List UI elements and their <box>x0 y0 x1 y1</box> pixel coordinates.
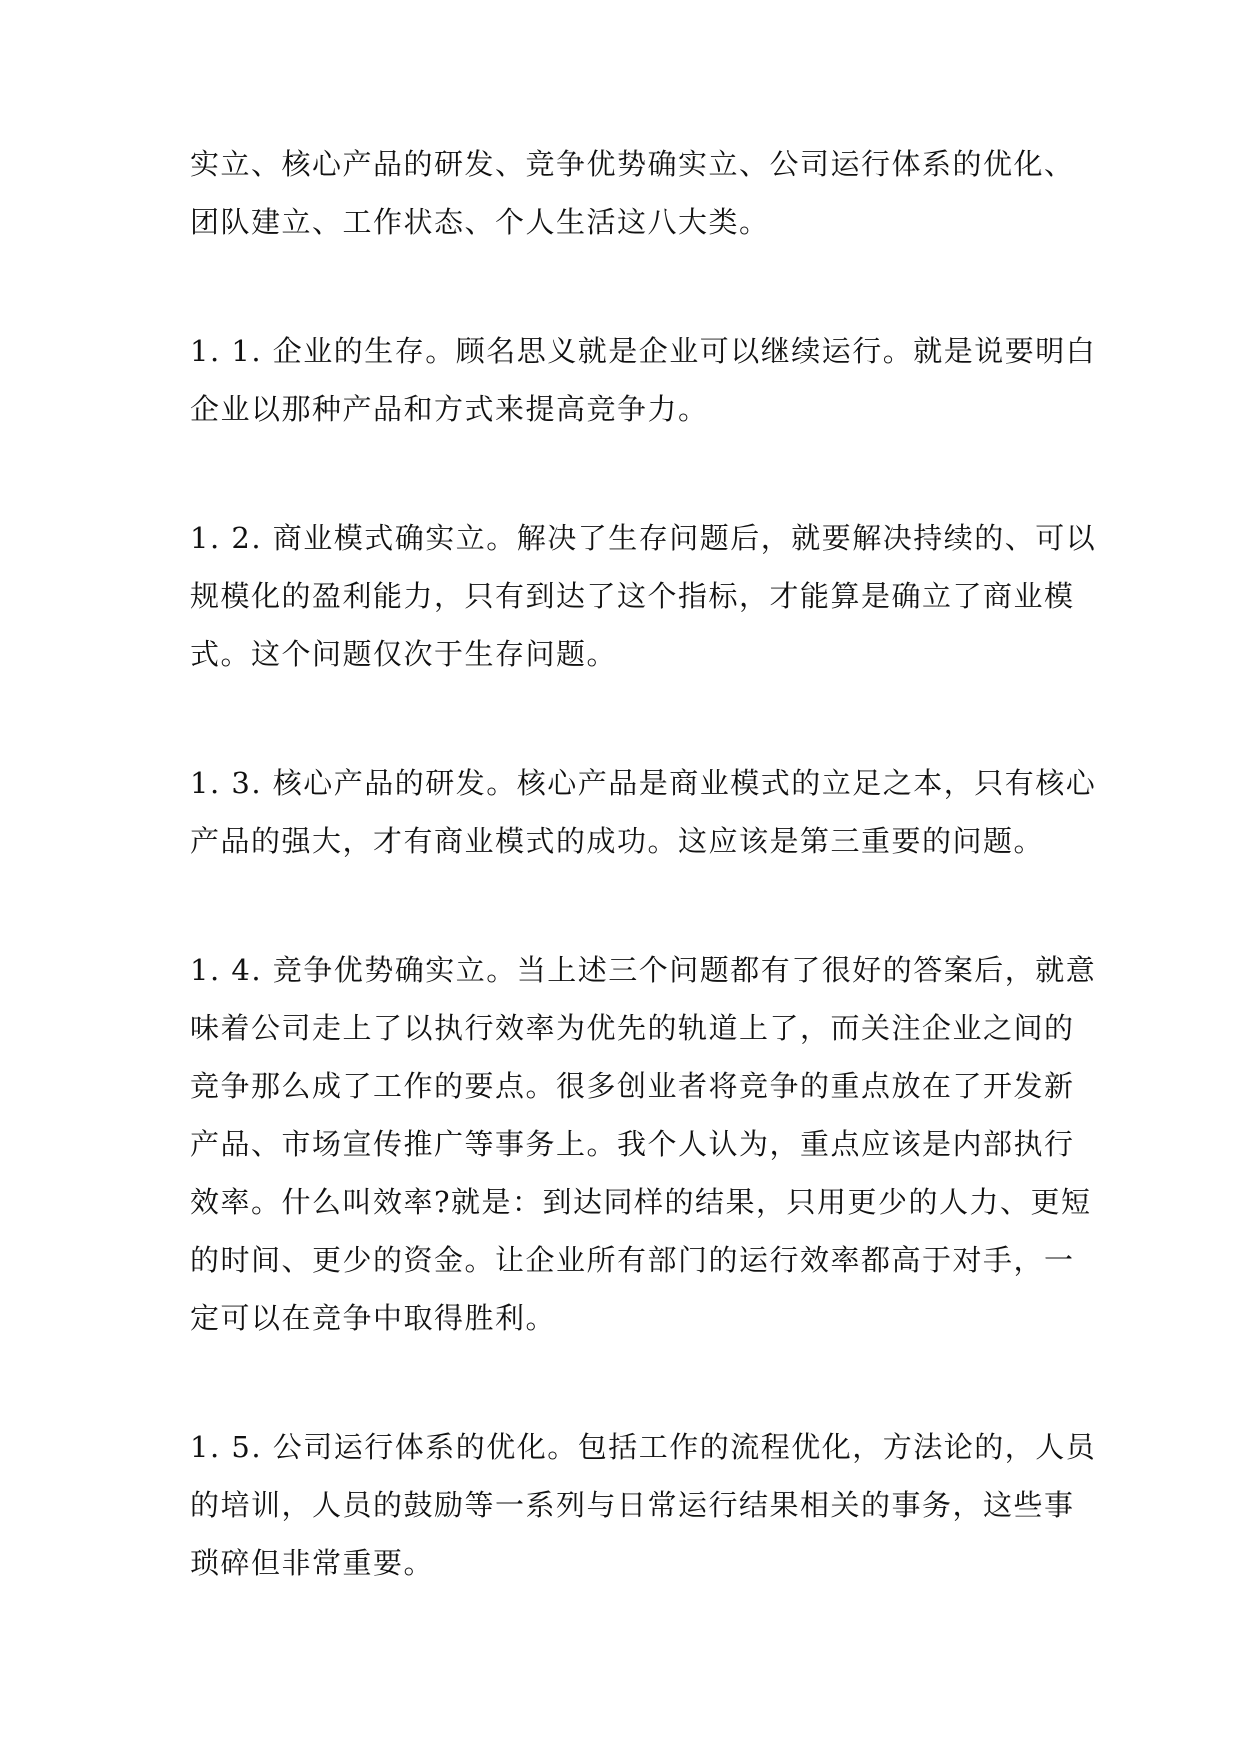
text-line: 的培训，人员的鼓励等一系列与日常运行结果相关的事务，这些事 <box>190 1488 1075 1522</box>
paragraph-intro <box>190 135 1075 251</box>
text-line: 产品、市场宣传推广等事务上。我个人认为，重点应该是内部执行 <box>190 1127 1075 1161</box>
paragraph-1-5 <box>190 1418 1097 1592</box>
text-line: 式。这个问题仅次于生存问题。 <box>190 637 618 671</box>
paragraph-gap <box>190 438 1060 509</box>
paragraph-1-4 <box>190 941 1097 1347</box>
text-line: 1. 2. 商业模式确实立。解决了生存问题后，就要解决持续的、可以 <box>190 521 1097 555</box>
text-line: 团队建立、工作状态、个人生活这八大类。 <box>190 205 770 239</box>
text-line: 效率。什么叫效率?就是：到达同样的结果，只用更少的人力、更短 <box>190 1185 1092 1219</box>
paragraph-1-2 <box>190 509 1097 683</box>
text-line: 1. 4. 竞争优势确实立。当上述三个问题都有了很好的答案后，就意 <box>190 953 1097 987</box>
paragraph-gap <box>190 1347 1060 1418</box>
paragraph-gap <box>190 251 1060 322</box>
paragraph-gap <box>190 870 1060 941</box>
document-body <box>190 135 1097 1592</box>
text-line: 1. 3. 核心产品的研发。核心产品是商业模式的立足之本，只有核心 <box>190 766 1097 800</box>
text-line: 的时间、更少的资金。让企业所有部门的运行效率都高于对手，一 <box>190 1243 1075 1277</box>
text-line: 企业以那种产品和方式来提高竞争力。 <box>190 392 709 426</box>
text-line: 产品的强大，才有商业模式的成功。这应该是第三重要的问题。 <box>190 824 1045 858</box>
text-line: 竞争那么成了工作的要点。很多创业者将竞争的重点放在了开发新 <box>190 1069 1075 1103</box>
text-line: 1. 1. 企业的生存。顾名思义就是企业可以继续运行。就是说要明白 <box>190 334 1097 368</box>
text-line: 定可以在竞争中取得胜利。 <box>190 1301 557 1335</box>
text-line: 规模化的盈利能力，只有到达了这个指标，才能算是确立了商业模 <box>190 579 1075 613</box>
text-line: 味着公司走上了以执行效率为优先的轨道上了，而关注企业之间的 <box>190 1011 1075 1045</box>
text-line: 琐碎但非常重要。 <box>190 1546 435 1580</box>
paragraph-1-1 <box>190 322 1097 438</box>
paragraph-gap <box>190 683 1060 754</box>
text-line: 实立、核心产品的研发、竞争优势确实立、公司运行体系的优化、 <box>190 147 1075 181</box>
paragraph-1-3 <box>190 754 1097 870</box>
text-line: 1. 5. 公司运行体系的优化。包括工作的流程优化，方法论的，人员 <box>190 1430 1097 1464</box>
